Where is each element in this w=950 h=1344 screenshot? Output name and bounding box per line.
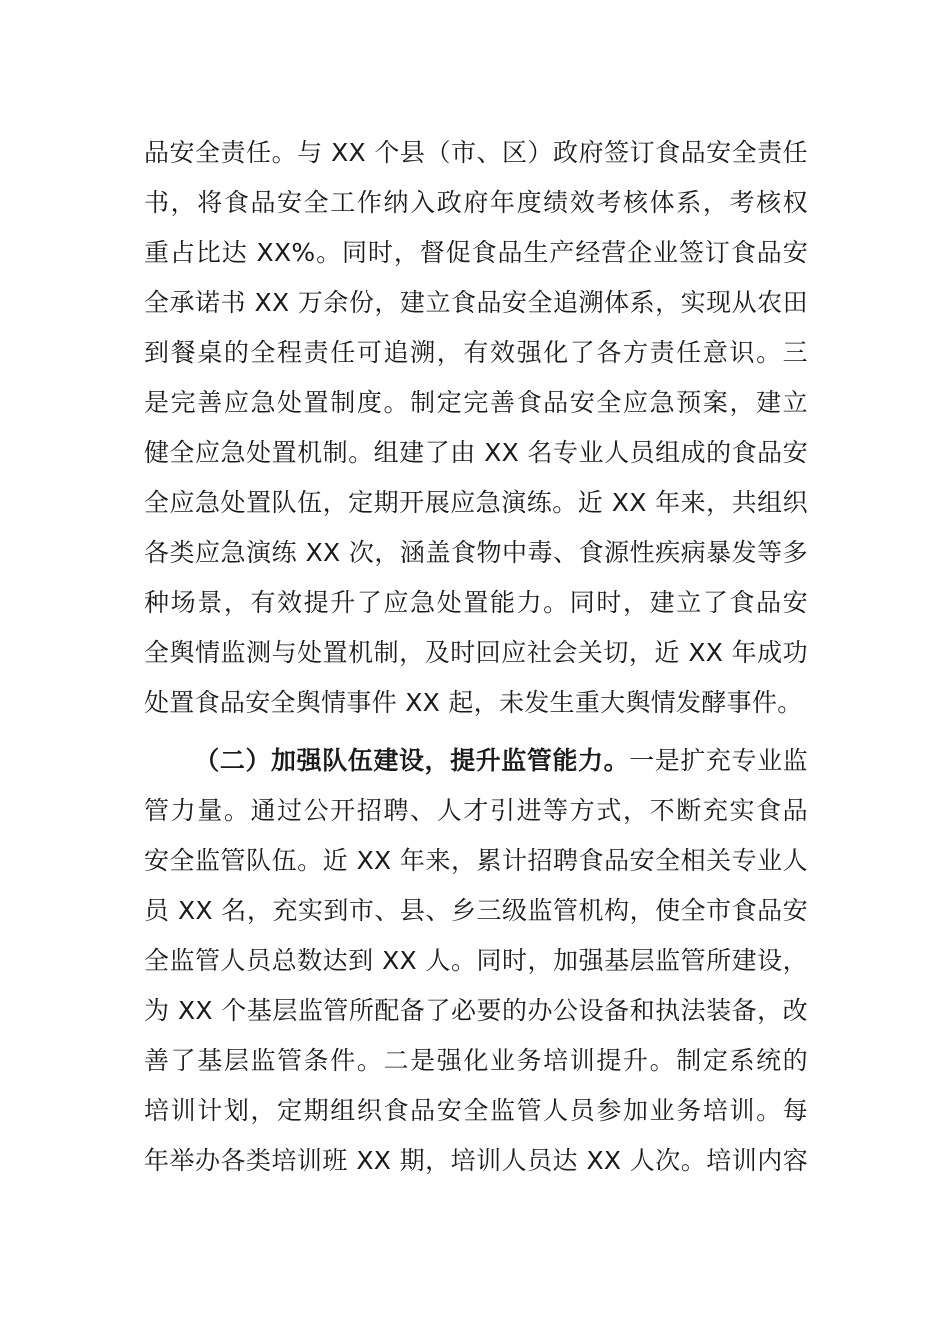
paragraph-1-line: 全舆情监测与处置机制，及时回应社会关切，近 XX 年成功 — [144, 638, 808, 667]
paragraph-1-line: 书，将食品安全工作纳入政府年度绩效考核体系，考核权 — [144, 188, 808, 217]
paragraph-2-line: 安全监管队伍。近 XX 年来，累计招聘食品安全相关专业人 — [144, 846, 808, 875]
paragraph-1-line: 全承诺书 XX 万余份，建立食品安全追溯体系，实现从农田 — [144, 288, 808, 317]
paragraph-2-line: 培训计划，定期组织食品安全监管人员参加业务培训。每 — [144, 1096, 808, 1125]
paragraph-2-first-line-text: 一是扩充专业监 — [629, 746, 808, 775]
paragraph-2-line: 善了基层监管条件。二是强化业务培训提升。制定系统的 — [144, 1046, 808, 1075]
paragraph-1-line: 种场景，有效提升了应急处置能力。同时，建立了食品安 — [144, 588, 808, 617]
paragraph-2-first-line — [144, 736, 808, 786]
paragraph-1-line: 健全应急处置机制。组建了由 XX 名专业人员组成的食品安 — [144, 438, 808, 467]
paragraph-1-line: 是完善应急处置制度。制定完善食品安全应急预案，建立 — [144, 388, 808, 417]
paragraph-1-line: 各类应急演练 XX 次，涵盖食物中毒、食源性疾病暴发等多 — [144, 538, 808, 567]
paragraph-1-line: 品安全责任。与 XX 个县（市、区）政府签订食品安全责任 — [144, 138, 808, 167]
paragraph-1-line: 处置食品安全舆情事件 XX 起，未发生重大舆情发酵事件。 — [144, 688, 803, 717]
paragraph-1 — [144, 128, 808, 728]
paragraph-1-line: 全应急处置队伍，定期开展应急演练。近 XX 年来，共组织 — [144, 488, 808, 517]
paragraph-2 — [144, 736, 808, 1186]
section-heading: （二）加强队伍建设，提升监管能力。 — [194, 746, 630, 775]
paragraph-1-line: 重占比达 XX%。同时，督促食品生产经营企业签订食品安 — [144, 238, 808, 267]
paragraph-2-line: 全监管人员总数达到 XX 人。同时，加强基层监管所建设， — [144, 946, 808, 975]
paragraph-2-line: 年举办各类培训班 XX 期，培训人员达 XX 人次。培训内容 — [144, 1146, 808, 1175]
paragraph-2-line: 员 XX 名，充实到市、县、乡三级监管机构，使全市食品安 — [144, 896, 808, 925]
paragraph-2-line: 管力量。通过公开招聘、人才引进等方式，不断充实食品 — [144, 796, 808, 825]
paragraph-1-line: 到餐桌的全程责任可追溯，有效强化了各方责任意识。三 — [144, 338, 808, 367]
paragraph-2-line: 为 XX 个基层监管所配备了必要的办公设备和执法装备，改 — [144, 996, 808, 1025]
